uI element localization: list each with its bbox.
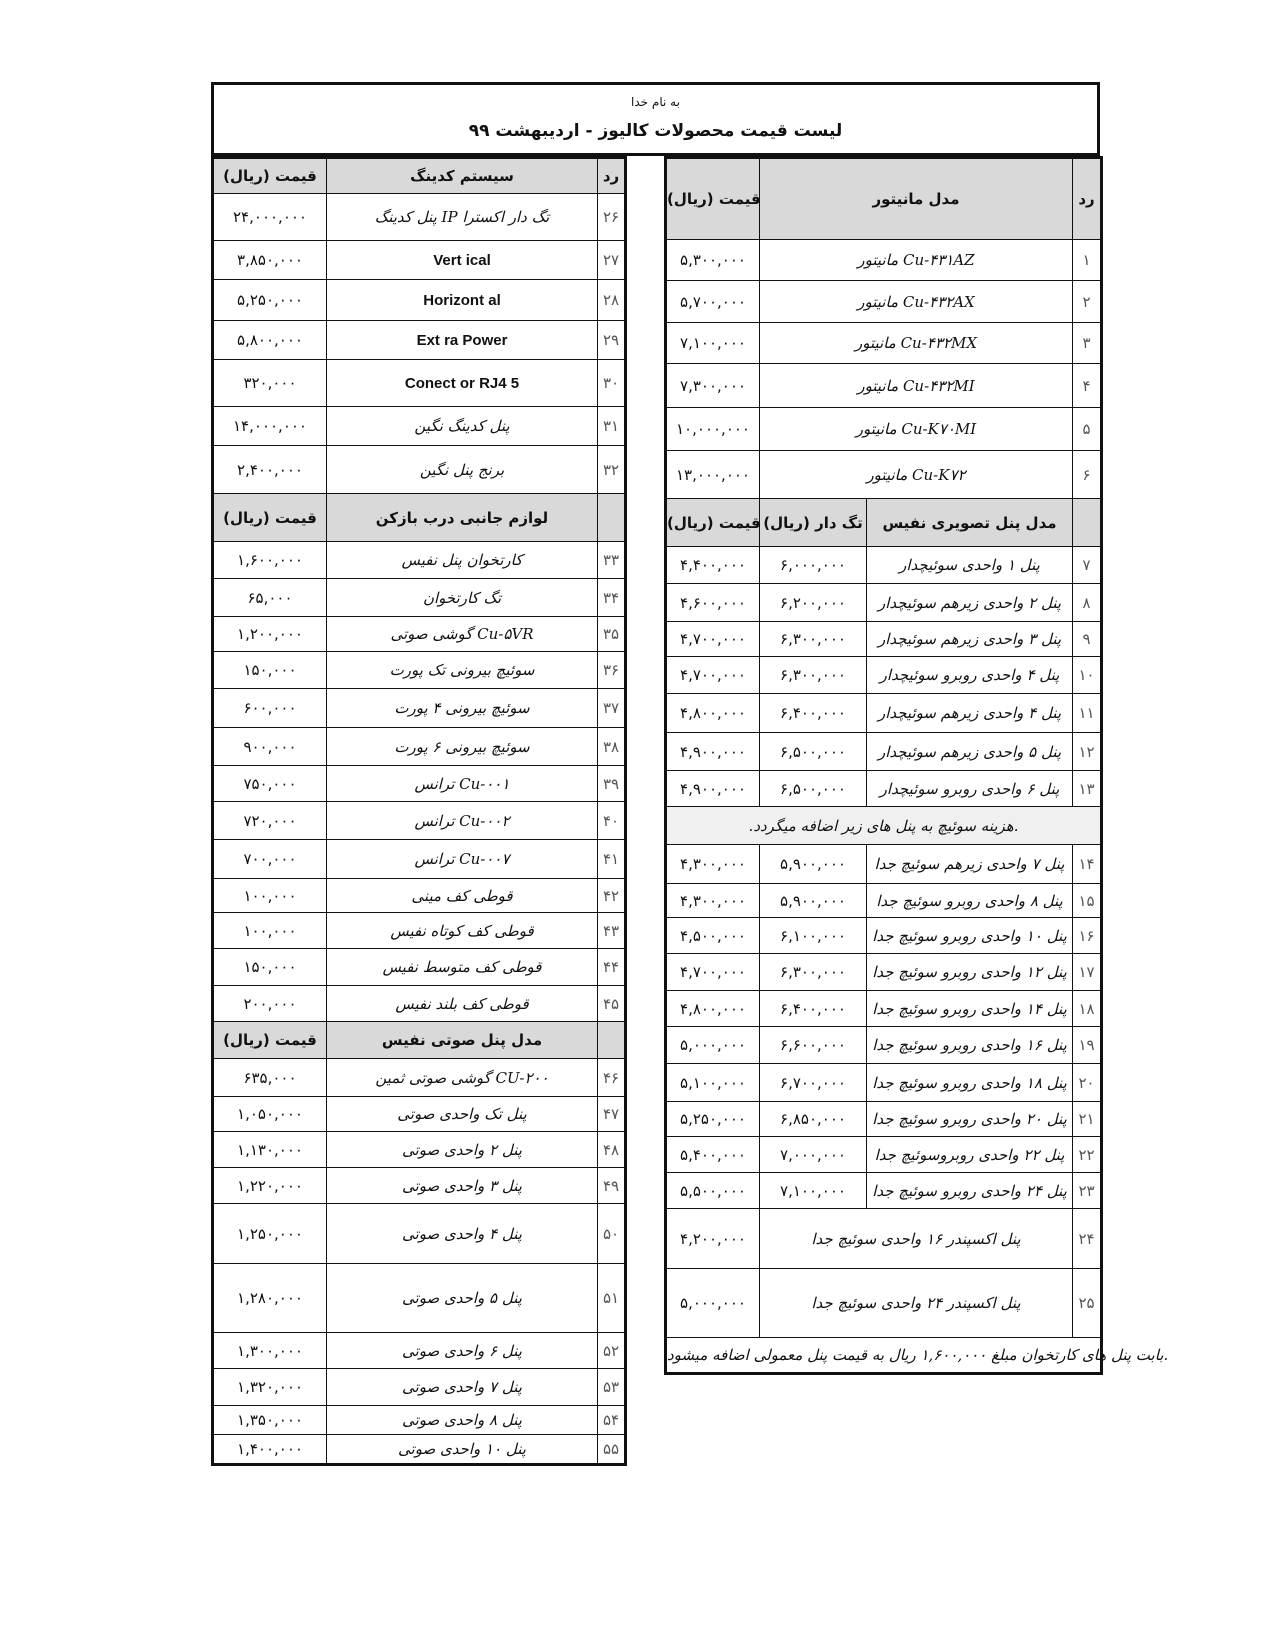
item-name: مانیتور Cu-K۷۰MI — [760, 408, 1073, 451]
col-header-tag: تگ دار (ریال) — [760, 499, 867, 547]
col-header-row: رد — [598, 158, 626, 194]
item-price: ۱,۲۲۰,۰۰۰ — [213, 1168, 327, 1204]
item-price: ۴,۹۰۰,۰۰۰ — [666, 733, 760, 771]
item-price: ۱,۲۵۰,۰۰۰ — [213, 1204, 327, 1264]
item-name: پنل ۱۶ واحدی روبرو سوئیچ جدا — [867, 1027, 1073, 1064]
item-price: ۲۴,۰۰۰,۰۰۰ — [213, 194, 327, 241]
item-price: ۱۵۰,۰۰۰ — [213, 652, 327, 689]
row-number: ۳۳ — [598, 542, 626, 579]
table-row — [213, 1406, 626, 1435]
row-number: ۵۱ — [598, 1264, 626, 1333]
table-row — [666, 622, 1102, 657]
row-number: ۴۵ — [598, 986, 626, 1022]
table-row — [213, 1132, 626, 1168]
table-row — [213, 986, 626, 1022]
page-title: لیست قیمت محصولات کالیوز - اردیبهشت ۹۹ — [468, 121, 843, 141]
row-number: ۵۰ — [598, 1204, 626, 1264]
col-header-row — [1073, 499, 1102, 547]
table-row — [213, 407, 626, 446]
row-number: ۵۳ — [598, 1369, 626, 1406]
item-name: مانیتور Cu-۴۳۱AZ — [760, 240, 1073, 281]
item-name: قوطی کف متوسط نفیس — [327, 949, 598, 986]
table-row — [666, 408, 1102, 451]
item-tag-price: ۶,۴۰۰,۰۰۰ — [760, 694, 867, 733]
col-header-name: مدل پنل صوتی نفیس — [327, 1022, 598, 1059]
table-row — [666, 1269, 1102, 1338]
item-name: پنل ۲۴ واحدی روبرو سوئیچ جدا — [867, 1173, 1073, 1209]
row-number: ۴۲ — [598, 879, 626, 913]
item-name: پنل ۱ واحدی سوئیچدار — [867, 547, 1073, 584]
item-name: پنل ۴ واحدی روبرو سوئیچدار — [867, 657, 1073, 694]
table-row — [213, 617, 626, 652]
col-header-row — [598, 1022, 626, 1059]
document-header — [211, 82, 1100, 156]
row-number: ۴۱ — [598, 840, 626, 879]
item-price: ۶۵,۰۰۰ — [213, 579, 327, 617]
item-tag-price: ۶,۶۰۰,۰۰۰ — [760, 1027, 867, 1064]
col-header-name: مدل پنل تصویری نفیس — [867, 499, 1073, 547]
item-price: ۷۰۰,۰۰۰ — [213, 840, 327, 879]
item-name: مانیتور Cu-۴۳۲AX — [760, 281, 1073, 323]
item-price: ۴,۹۰۰,۰۰۰ — [666, 771, 760, 807]
item-name: ترانس Cu-۰۰۱ — [327, 766, 598, 802]
item-price: ۱,۲۰۰,۰۰۰ — [213, 617, 327, 652]
table-row — [213, 360, 626, 407]
table-row — [666, 1173, 1102, 1209]
row-number: ۱۸ — [1073, 991, 1102, 1027]
row-number: ۲۰ — [1073, 1064, 1102, 1102]
item-name: پنل ۵ واحدی زیرهم سوئیچدار — [867, 733, 1073, 771]
item-price: ۶۰۰,۰۰۰ — [213, 689, 327, 728]
row-number: ۴۰ — [598, 802, 626, 840]
table-row — [666, 240, 1102, 281]
row-number: ۲۸ — [598, 280, 626, 321]
table-row — [213, 1059, 626, 1097]
item-name: پنل ۷ واحدی صوتی — [327, 1369, 598, 1406]
row-number: ۲۲ — [1073, 1137, 1102, 1173]
table-row — [213, 652, 626, 689]
row-number: ۲۷ — [598, 241, 626, 280]
table-row — [213, 1333, 626, 1369]
item-name: پنل ۷ واحدی زیرهم سوئیچ جدا — [867, 845, 1073, 884]
col-header-price: قیمت (ریال) — [213, 1022, 327, 1059]
item-tag-price: ۵,۹۰۰,۰۰۰ — [760, 845, 867, 884]
table-row — [666, 733, 1102, 771]
item-name: پنل ۳ واحدی صوتی — [327, 1168, 598, 1204]
table-row — [666, 694, 1102, 733]
item-price: ۵,۲۵۰,۰۰۰ — [666, 1102, 760, 1137]
table-row — [213, 879, 626, 913]
item-name: پنل ۸ واحدی روبرو سوئیچ جدا — [867, 884, 1073, 918]
item-name: پنل ۲۲ واحدی روبروسوئیچ جدا — [867, 1137, 1073, 1173]
table-row — [213, 913, 626, 949]
table-row — [666, 657, 1102, 694]
item-tag-price: ۶,۲۰۰,۰۰۰ — [760, 584, 867, 622]
col-header-price: قیمت (ریال) — [666, 499, 760, 547]
col-header-row — [598, 494, 626, 542]
item-price: ۱۰۰,۰۰۰ — [213, 879, 327, 913]
table-row — [666, 1027, 1102, 1064]
row-number: ۱۳ — [1073, 771, 1102, 807]
item-name: گوشی صوتی Cu-۵VR — [327, 617, 598, 652]
row-number: ۵۵ — [598, 1435, 626, 1465]
item-price: ۱۰,۰۰۰,۰۰۰ — [666, 408, 760, 451]
item-price: ۳,۸۵۰,۰۰۰ — [213, 241, 327, 280]
table-row — [666, 918, 1102, 954]
row-number: ۴۴ — [598, 949, 626, 986]
row-number: ۲۴ — [1073, 1209, 1102, 1269]
item-name: پنل اکسپندر ۱۶ واحدی سوئیچ جدا — [760, 1209, 1073, 1269]
header-bismillah: به نام خدا — [631, 95, 680, 109]
item-price: ۱,۴۰۰,۰۰۰ — [213, 1435, 327, 1465]
table-row — [666, 451, 1102, 499]
table-row — [213, 579, 626, 617]
table-row — [213, 1435, 626, 1465]
item-name: سوئیچ بیرونی تک پورت — [327, 652, 598, 689]
row-number: ۱۰ — [1073, 657, 1102, 694]
col-header-name: مدل مانیتور — [760, 158, 1073, 240]
item-name: Horizont al — [327, 280, 598, 321]
item-tag-price: ۵,۹۰۰,۰۰۰ — [760, 884, 867, 918]
item-name: پنل ۱۴ واحدی روبرو سوئیچ جدا — [867, 991, 1073, 1027]
item-name: پنل ۴ واحدی صوتی — [327, 1204, 598, 1264]
item-name: پنل ۲۰ واحدی روبرو سوئیچ جدا — [867, 1102, 1073, 1137]
item-price: ۴,۲۰۰,۰۰۰ — [666, 1209, 760, 1269]
item-name: پنل ۲ واحدی زیرهم سوئیچدار — [867, 584, 1073, 622]
card-reader-note: بابت پنل های کارتخوان مبلغ ۱,۶۰۰,۰۰۰ ریال به قیمت پنل معمولی اضافه میشود. — [666, 1338, 1102, 1374]
item-price: ۱,۲۸۰,۰۰۰ — [213, 1264, 327, 1333]
item-tag-price: ۶,۷۰۰,۰۰۰ — [760, 1064, 867, 1102]
item-price: ۱,۳۰۰,۰۰۰ — [213, 1333, 327, 1369]
item-name: پنل تک واحدی صوتی — [327, 1097, 598, 1132]
item-name: پنل ۱۲ واحدی روبرو سوئیچ جدا — [867, 954, 1073, 991]
item-price: ۱,۳۵۰,۰۰۰ — [213, 1406, 327, 1435]
item-price: ۴,۴۰۰,۰۰۰ — [666, 547, 760, 584]
item-price: ۳۲۰,۰۰۰ — [213, 360, 327, 407]
table-row — [666, 1102, 1102, 1137]
item-name: ترانس Cu-۰۰۲ — [327, 802, 598, 840]
item-name: مانیتور Cu-۴۳۲MX — [760, 323, 1073, 364]
item-tag-price: ۷,۰۰۰,۰۰۰ — [760, 1137, 867, 1173]
item-name: پنل کدینگ نگین — [327, 407, 598, 446]
row-number: ۲۵ — [1073, 1269, 1102, 1338]
item-name: تگ کارتخوان — [327, 579, 598, 617]
item-tag-price: ۶,۵۰۰,۰۰۰ — [760, 733, 867, 771]
row-number: ۳۱ — [598, 407, 626, 446]
row-number: ۷ — [1073, 547, 1102, 584]
table-row — [666, 584, 1102, 622]
col-header-name: لوازم جانبی درب بازکن — [327, 494, 598, 542]
table-row — [213, 194, 626, 241]
item-price: ۴,۷۰۰,۰۰۰ — [666, 622, 760, 657]
item-price: ۵,۳۰۰,۰۰۰ — [666, 240, 760, 281]
row-number: ۴۳ — [598, 913, 626, 949]
row-number: ۳۸ — [598, 728, 626, 766]
item-price: ۱۳,۰۰۰,۰۰۰ — [666, 451, 760, 499]
row-number: ۱۹ — [1073, 1027, 1102, 1064]
item-tag-price: ۶,۰۰۰,۰۰۰ — [760, 547, 867, 584]
item-tag-price: ۶,۵۰۰,۰۰۰ — [760, 771, 867, 807]
item-price: ۵,۵۰۰,۰۰۰ — [666, 1173, 760, 1209]
row-number: ۲ — [1073, 281, 1102, 323]
item-name: Vert ical — [327, 241, 598, 280]
item-price: ۵,۰۰۰,۰۰۰ — [666, 1269, 760, 1338]
item-name: قوطی کف مینی — [327, 879, 598, 913]
table-row — [666, 1064, 1102, 1102]
item-price: ۱,۳۲۰,۰۰۰ — [213, 1369, 327, 1406]
item-price: ۵,۲۵۰,۰۰۰ — [213, 280, 327, 321]
row-number: ۱۲ — [1073, 733, 1102, 771]
row-number: ۳۲ — [598, 446, 626, 494]
table-row — [213, 766, 626, 802]
row-number: ۴۸ — [598, 1132, 626, 1168]
row-number: ۱۴ — [1073, 845, 1102, 884]
table-row — [213, 728, 626, 766]
item-tag-price: ۶,۸۵۰,۰۰۰ — [760, 1102, 867, 1137]
item-price: ۵,۷۰۰,۰۰۰ — [666, 281, 760, 323]
table-row — [666, 323, 1102, 364]
table-row — [666, 1137, 1102, 1173]
row-number: ۱۱ — [1073, 694, 1102, 733]
row-number: ۱۵ — [1073, 884, 1102, 918]
item-price: ۶۳۵,۰۰۰ — [213, 1059, 327, 1097]
row-number: ۲۳ — [1073, 1173, 1102, 1209]
item-price: ۱۰۰,۰۰۰ — [213, 913, 327, 949]
item-price: ۷,۱۰۰,۰۰۰ — [666, 323, 760, 364]
row-number: ۲۹ — [598, 321, 626, 360]
item-tag-price: ۶,۳۰۰,۰۰۰ — [760, 622, 867, 657]
row-number: ۴۹ — [598, 1168, 626, 1204]
row-number: ۵ — [1073, 408, 1102, 451]
note-row — [666, 807, 1102, 845]
row-number: ۸ — [1073, 584, 1102, 622]
item-name: پنل ۶ واحدی روبرو سوئیچدار — [867, 771, 1073, 807]
item-name: مانیتور Cu-K۷۲ — [760, 451, 1073, 499]
row-number: ۳۶ — [598, 652, 626, 689]
row-number: ۲۶ — [598, 194, 626, 241]
row-number: ۴۶ — [598, 1059, 626, 1097]
col-header-row: رد — [1073, 158, 1102, 240]
item-price: ۱۴,۰۰۰,۰۰۰ — [213, 407, 327, 446]
table-row — [213, 1168, 626, 1204]
item-name: سوئیچ بیرونی ۴ پورت — [327, 689, 598, 728]
section-header — [666, 499, 1102, 547]
left-price-table — [211, 156, 627, 1466]
row-number: ۴۷ — [598, 1097, 626, 1132]
row-number: ۳۵ — [598, 617, 626, 652]
item-price: ۷۵۰,۰۰۰ — [213, 766, 327, 802]
item-price: ۱,۰۵۰,۰۰۰ — [213, 1097, 327, 1132]
table-row — [213, 689, 626, 728]
switch-cost-note: .هزینه سوئیچ به پنل های زیر اضافه میگردد. — [666, 807, 1102, 845]
item-name: Ext ra Power — [327, 321, 598, 360]
table-row — [213, 802, 626, 840]
item-name: پنل ۱۰ واحدی صوتی — [327, 1435, 598, 1465]
table-row — [666, 547, 1102, 584]
item-name: Conect or RJ4 5 — [327, 360, 598, 407]
table-row — [213, 241, 626, 280]
item-name: پنل ۲ واحدی صوتی — [327, 1132, 598, 1168]
item-price: ۴,۸۰۰,۰۰۰ — [666, 991, 760, 1027]
col-header-price: قیمت (ریال) — [666, 158, 760, 240]
table-row — [213, 280, 626, 321]
item-price: ۵,۰۰۰,۰۰۰ — [666, 1027, 760, 1064]
row-number: ۱۶ — [1073, 918, 1102, 954]
item-name: پنل ۸ واحدی صوتی — [327, 1406, 598, 1435]
row-number: ۹ — [1073, 622, 1102, 657]
note-row — [666, 1338, 1102, 1374]
table-row — [666, 845, 1102, 884]
item-price: ۱,۱۳۰,۰۰۰ — [213, 1132, 327, 1168]
item-price: ۷۲۰,۰۰۰ — [213, 802, 327, 840]
item-name: پنل ۴ واحدی زیرهم سوئیچدار — [867, 694, 1073, 733]
item-price: ۴,۷۰۰,۰۰۰ — [666, 657, 760, 694]
row-number: ۴ — [1073, 364, 1102, 408]
col-header-price: قیمت (ریال) — [213, 158, 327, 194]
row-number: ۲۱ — [1073, 1102, 1102, 1137]
item-tag-price: ۶,۴۰۰,۰۰۰ — [760, 991, 867, 1027]
section-header — [213, 494, 626, 542]
item-name: پنل ۱۸ واحدی روبرو سوئیچ جدا — [867, 1064, 1073, 1102]
item-price: ۴,۸۰۰,۰۰۰ — [666, 694, 760, 733]
row-number: ۳۴ — [598, 579, 626, 617]
table-row — [213, 840, 626, 879]
item-price: ۷,۳۰۰,۰۰۰ — [666, 364, 760, 408]
item-tag-price: ۶,۳۰۰,۰۰۰ — [760, 657, 867, 694]
row-number: ۵۴ — [598, 1406, 626, 1435]
table-row — [666, 364, 1102, 408]
row-number: ۳۷ — [598, 689, 626, 728]
item-name: سوئیچ بیرونی ۶ پورت — [327, 728, 598, 766]
item-name: قوطی کف بلند نفیس — [327, 986, 598, 1022]
row-number: ۱۷ — [1073, 954, 1102, 991]
item-price: ۵,۱۰۰,۰۰۰ — [666, 1064, 760, 1102]
item-tag-price: ۷,۱۰۰,۰۰۰ — [760, 1173, 867, 1209]
item-price: ۱,۶۰۰,۰۰۰ — [213, 542, 327, 579]
item-name: برنج پنل نگین — [327, 446, 598, 494]
item-price: ۱۵۰,۰۰۰ — [213, 949, 327, 986]
col-header-name: سیستم کدینگ — [327, 158, 598, 194]
row-number: ۳۰ — [598, 360, 626, 407]
item-name: پنل ۵ واحدی صوتی — [327, 1264, 598, 1333]
item-name: پنل کدینگ IP تگ دار اکسترا — [327, 194, 598, 241]
section-header — [213, 1022, 626, 1059]
item-price: ۴,۷۰۰,۰۰۰ — [666, 954, 760, 991]
item-price: ۹۰۰,۰۰۰ — [213, 728, 327, 766]
table-row — [213, 1204, 626, 1264]
item-name: قوطی کف کوتاه نفیس — [327, 913, 598, 949]
item-name: پنل ۶ واحدی صوتی — [327, 1333, 598, 1369]
item-name: گوشی صوتی ثمین CU-۲۰۰ — [327, 1059, 598, 1097]
item-tag-price: ۶,۱۰۰,۰۰۰ — [760, 918, 867, 954]
item-price: ۲,۴۰۰,۰۰۰ — [213, 446, 327, 494]
item-name: ترانس Cu-۰۰۷ — [327, 840, 598, 879]
table-row — [666, 1209, 1102, 1269]
item-price: ۴,۳۰۰,۰۰۰ — [666, 845, 760, 884]
item-name: پنل اکسپندر ۲۴ واحدی سوئیچ جدا — [760, 1269, 1073, 1338]
item-price: ۴,۳۰۰,۰۰۰ — [666, 884, 760, 918]
table-row — [213, 1369, 626, 1406]
table-row — [666, 771, 1102, 807]
item-name: پنل ۱۰ واحدی روبرو سوئیچ جدا — [867, 918, 1073, 954]
item-price: ۴,۵۰۰,۰۰۰ — [666, 918, 760, 954]
item-tag-price: ۶,۳۰۰,۰۰۰ — [760, 954, 867, 991]
table-row — [666, 281, 1102, 323]
table-row — [213, 321, 626, 360]
table-row — [666, 884, 1102, 918]
table-row — [213, 1097, 626, 1132]
row-number: ۱ — [1073, 240, 1102, 281]
table-row — [213, 1264, 626, 1333]
table-row — [213, 949, 626, 986]
row-number: ۳ — [1073, 323, 1102, 364]
item-name: مانیتور Cu-۴۳۲MI — [760, 364, 1073, 408]
item-name: پنل ۳ واحدی زیرهم سوئیچدار — [867, 622, 1073, 657]
table-row — [213, 542, 626, 579]
col-header-price: قیمت (ریال) — [213, 494, 327, 542]
table-row — [213, 446, 626, 494]
item-name: کارتخوان پنل نفیس — [327, 542, 598, 579]
row-number: ۵۲ — [598, 1333, 626, 1369]
table-row — [666, 954, 1102, 991]
item-price: ۵,۴۰۰,۰۰۰ — [666, 1137, 760, 1173]
table-row — [666, 991, 1102, 1027]
item-price: ۲۰۰,۰۰۰ — [213, 986, 327, 1022]
item-price: ۴,۶۰۰,۰۰۰ — [666, 584, 760, 622]
row-number: ۶ — [1073, 451, 1102, 499]
item-price: ۵,۸۰۰,۰۰۰ — [213, 321, 327, 360]
right-price-table — [664, 156, 1169, 1375]
row-number: ۳۹ — [598, 766, 626, 802]
